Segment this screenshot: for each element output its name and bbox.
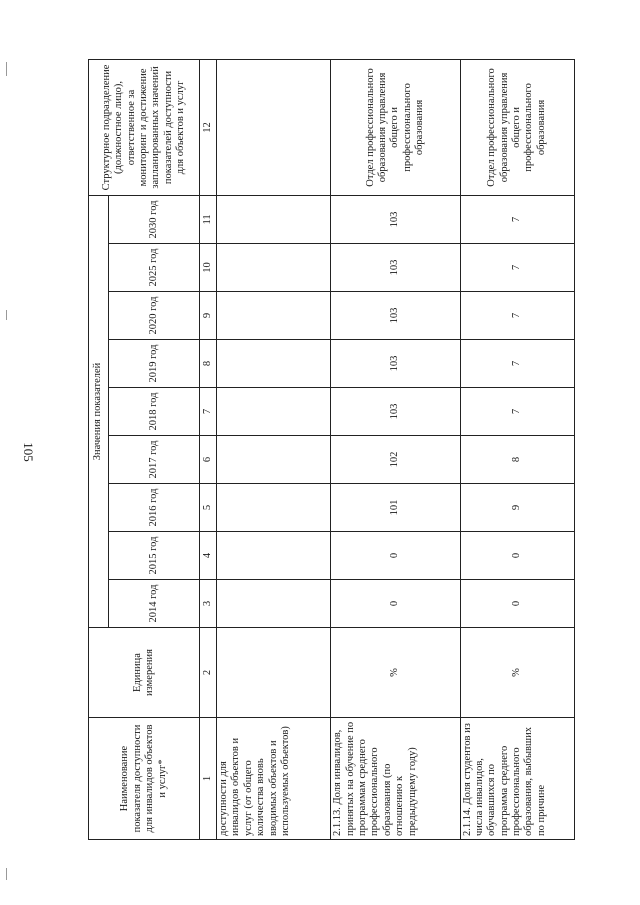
value-cell bbox=[217, 244, 331, 292]
value-cell bbox=[217, 532, 331, 580]
table-row bbox=[331, 59, 460, 839]
column-number: 8 bbox=[200, 340, 217, 388]
value-cell bbox=[217, 580, 331, 628]
value-cell: 8 bbox=[460, 436, 574, 484]
column-number: 11 bbox=[200, 195, 217, 243]
column-number: 5 bbox=[200, 484, 217, 532]
department-cell: Отдел профессионального образования управления общего и профессионального образования bbox=[331, 59, 460, 195]
scan-edge-mark bbox=[6, 310, 7, 320]
column-number: 9 bbox=[200, 292, 217, 340]
column-number: 1 bbox=[200, 718, 217, 840]
department-cell: Отдел профессионального образования управления общего и профессионального образования bbox=[460, 59, 574, 195]
value-cell: 7 bbox=[460, 292, 574, 340]
value-cell: 102 bbox=[331, 436, 460, 484]
header-year: 2014 год bbox=[108, 580, 200, 628]
header-year: 2030 год bbox=[108, 195, 200, 243]
indicator-name: 2.1.14. Доля студентов из числа инвалидов, обучавшихся по программа среднего профессионального образования, выбывших по причине bbox=[460, 718, 574, 840]
indicator-name: доступности для инвалидов объектов и услуг (от общего количества вновь вводимых объектов и используемых объектов) bbox=[217, 718, 331, 840]
column-number: 2 bbox=[200, 628, 217, 718]
header-year: 2017 год bbox=[108, 436, 200, 484]
value-cell: 7 bbox=[460, 388, 574, 436]
scan-edge-mark bbox=[6, 868, 7, 880]
value-cell bbox=[217, 484, 331, 532]
column-number: 12 bbox=[200, 59, 217, 195]
header-year: 2020 год bbox=[108, 292, 200, 340]
header-department: Структурное подразделение (должностное лицо), ответственное за мониторинг и достижение запланированных значений показателей доступности для объектов и услуг bbox=[89, 59, 200, 195]
value-cell: 9 bbox=[460, 484, 574, 532]
value-cell: 103 bbox=[331, 244, 460, 292]
value-cell: 7 bbox=[460, 244, 574, 292]
header-values-group: Значения показателей bbox=[89, 195, 109, 627]
table-row bbox=[217, 59, 331, 839]
header-year: 2019 год bbox=[108, 340, 200, 388]
value-cell: 103 bbox=[331, 340, 460, 388]
value-cell bbox=[217, 388, 331, 436]
value-cell bbox=[217, 195, 331, 243]
indicators-table bbox=[88, 59, 575, 840]
column-number: 6 bbox=[200, 436, 217, 484]
department-cell bbox=[217, 59, 331, 195]
table-row bbox=[460, 59, 574, 839]
value-cell: 7 bbox=[460, 340, 574, 388]
column-number: 10 bbox=[200, 244, 217, 292]
value-cell bbox=[217, 292, 331, 340]
value-cell: 103 bbox=[331, 388, 460, 436]
value-cell: 103 bbox=[331, 292, 460, 340]
value-cell: 7 bbox=[460, 195, 574, 243]
unit-cell bbox=[217, 628, 331, 718]
header-year: 2025 год bbox=[108, 244, 200, 292]
column-number: 7 bbox=[200, 388, 217, 436]
value-cell: 0 bbox=[331, 580, 460, 628]
unit-cell: % bbox=[460, 628, 574, 718]
header-unit: Единица измерения bbox=[89, 628, 200, 718]
value-cell: 0 bbox=[460, 532, 574, 580]
column-number-row bbox=[200, 59, 217, 839]
scan-edge-mark bbox=[6, 62, 7, 76]
header-year: 2015 год bbox=[108, 532, 200, 580]
value-cell: 0 bbox=[331, 532, 460, 580]
unit-cell: % bbox=[331, 628, 460, 718]
header-indicator-name: Наименование показателя доступности для инвалидов объектов и услуг* bbox=[89, 718, 200, 840]
value-cell bbox=[217, 340, 331, 388]
value-cell: 0 bbox=[460, 580, 574, 628]
value-cell: 103 bbox=[331, 195, 460, 243]
header-year: 2018 год bbox=[108, 388, 200, 436]
value-cell: 101 bbox=[331, 484, 460, 532]
header-year: 2016 год bbox=[108, 484, 200, 532]
value-cell bbox=[217, 436, 331, 484]
column-number: 3 bbox=[200, 580, 217, 628]
indicator-name: 2.1.13. Доля инвалидов, принятых на обучение по программам среднего профессионального образования (по отношению к предыдущему году) bbox=[331, 718, 460, 840]
rotated-table-container bbox=[88, 60, 575, 840]
page-number: 105 bbox=[21, 442, 36, 462]
column-number: 4 bbox=[200, 532, 217, 580]
